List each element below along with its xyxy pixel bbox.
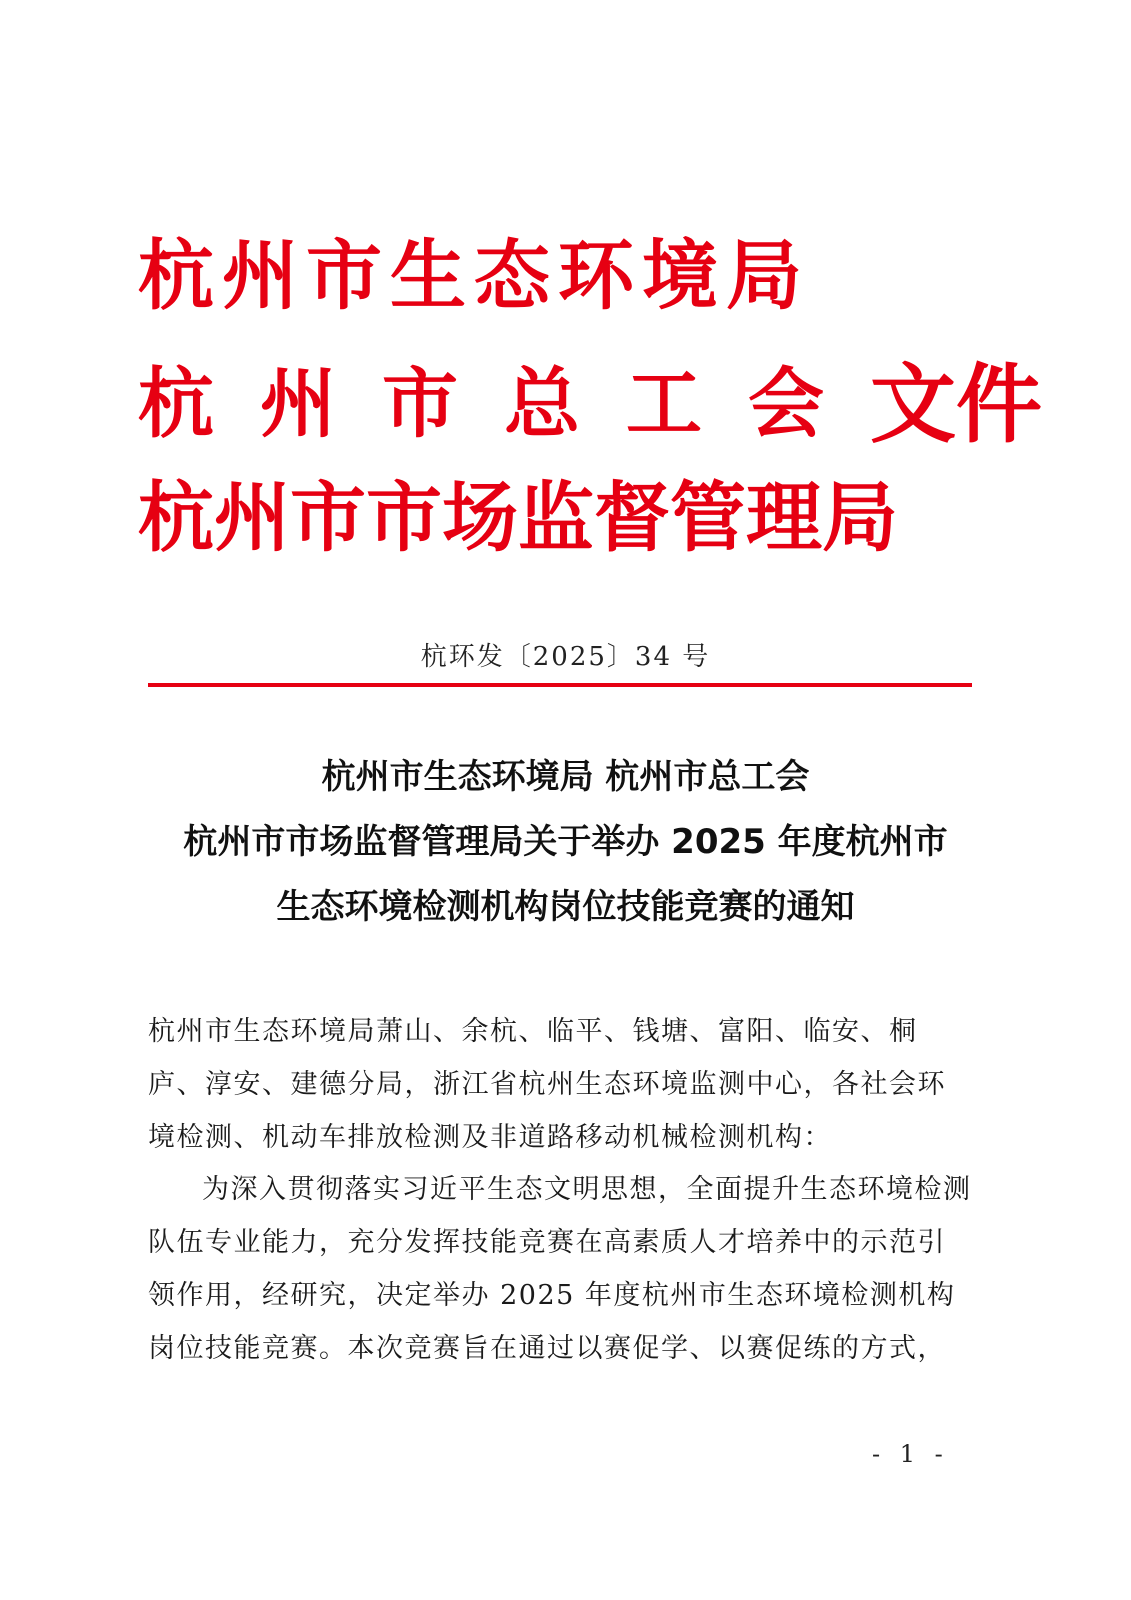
header-issuer-1: 杭州市生态环境局	[138, 231, 810, 320]
document-title-line-2: 杭州市市场监督管理局关于举办 2025 年度杭州市	[183, 822, 948, 862]
document-title-line-3: 生态环境检测机构岗位技能竞赛的通知	[276, 887, 855, 927]
header-document-suffix: 文件	[870, 355, 1042, 455]
document-title-line-1: 杭州市生态环境局 杭州市总工会	[321, 757, 810, 797]
header-issuer-2	[138, 355, 1042, 455]
body-paragraph-1: 为深入贯彻落实习近平生态文明思想，全面提升生态环境检测队伍专业能力，充分发挥技能竞赛在高素质人才培养中的示范引领作用，经研究，决定举办 2025 年度杭州市生态环境检测机构岗位技能竞赛。本次竞赛旨在通过以赛促学、以赛促练的方式，	[148, 1174, 972, 1364]
red-divider	[148, 683, 972, 687]
recipients-paragraph: 杭州市生态环境局萧山、余杭、临平、钱塘、富阳、临安、桐庐、淳安、建德分局，浙江省杭州生态环境监测中心，各社会环境检测、机动车排放检测及非道路移动机械检测机构：	[148, 1016, 946, 1153]
header-issuer-3: 杭州市市场监督管理局	[138, 473, 898, 562]
document-number: 杭环发〔2025〕34 号	[420, 642, 711, 672]
page-number: - 1 -	[872, 1440, 949, 1468]
header-issuer-2-name: 杭州市总工会	[138, 359, 870, 448]
